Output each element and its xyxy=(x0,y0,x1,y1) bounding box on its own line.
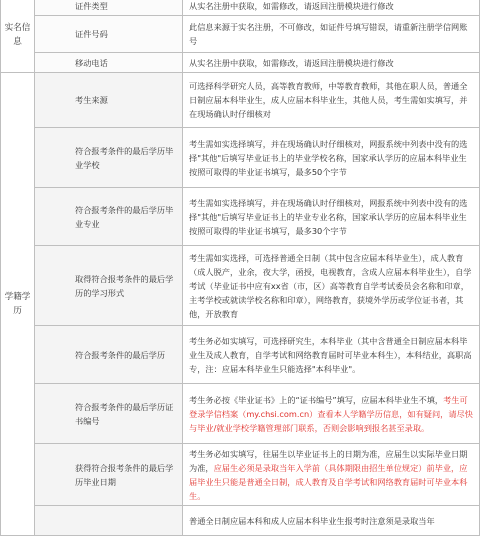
field-name-cell: 移动电话 xyxy=(35,53,183,73)
field-name-cell: 符合报考条件的最后学历证书编号 xyxy=(35,384,183,444)
field-name-cell: 获得符合报考条件的最后学历毕业日期 xyxy=(35,444,183,506)
table-row xyxy=(1,384,480,444)
warning-text: 考生可登录学信档案（my.chsi.com.cn）查看本人学籍学历信息，如有疑问，请尽快与毕业/就业学校学籍管理部门联系，否则会影响到报名甚至录取。 xyxy=(189,394,473,433)
table-row xyxy=(1,188,480,246)
field-name-cell: 取得符合报考条件的最后学历的学习形式 xyxy=(35,246,183,326)
field-name-cell: 符合报考条件的最后学历 xyxy=(35,326,183,384)
table-row xyxy=(1,16,480,53)
category-cell: 实名信息 xyxy=(1,0,35,73)
warning-text: 应届生必须是录取当年入学前（具体期限由招生单位规定）前毕业，应届毕业生只能是普通全日制，成人教育及自学考试和网络教育届时可毕业本科生。 xyxy=(189,462,468,501)
field-description-cell xyxy=(183,384,480,444)
field-name-cell: 符合报考条件的最后学历毕业专业 xyxy=(35,188,183,246)
field-description-cell: 考生需如实选择，可选择普通全日制（其中包含应届本科毕业生），成人教育（成人脱产，业余，夜大学，函授，电视教育，含成人应届本科毕业生），自学考试（毕业证书中应有xx省（市，区）高等教育自学考试委员会名称和印章，主考学校或就读学校名称和印章），网络教育，获境外学历或学位证书者，其他，开放教育 xyxy=(183,246,480,326)
table-row xyxy=(1,0,480,16)
table-row xyxy=(1,128,480,188)
field-description-cell: 从实名注册中获取，如需修改，请返回注册模块进行修改 xyxy=(183,0,480,16)
field-description-cell: 考生务必如实填写，可选择研究生，本科毕业（其中含普通全日制应届本科毕业生及成人教育，自学考试和网络教育届时可毕业本科生），本科结业，高职高专，注：应届本科毕业生只能选择"本科毕业"。 xyxy=(183,326,480,384)
field-description-cell: 从实名注册中获取，如需修改，请返回注册模块进行修改 xyxy=(183,53,480,73)
table-row xyxy=(1,326,480,384)
description-text: 考生务必如实填写，往届生以毕业证书上的日期为准，应届生以实际毕业日期为准， xyxy=(189,448,468,473)
category-cell: 学籍学历 xyxy=(1,73,35,536)
field-description-cell: 考生需如实选择填写，并在现场确认时仔细核对，网报系统中列表中没有的选择"其他"后填写毕业证书上的毕业专业名称，国家承认学历的应届本科毕业生按照可取得的毕业证书填写，最多30个字节 xyxy=(183,188,480,246)
table-row xyxy=(1,246,480,326)
field-name-cell xyxy=(35,506,183,536)
table-row xyxy=(1,53,480,73)
table-row xyxy=(1,73,480,128)
field-name-cell: 考生来源 xyxy=(35,73,183,128)
field-name-cell: 证件号码 xyxy=(35,16,183,53)
field-description-cell: 普通全日制应届本科和成人应届本科毕业生报考时注意须是录取当年 xyxy=(183,506,480,536)
field-description-cell: 此信息来源于实名注册，不可修改，如证件号填写错误，请重新注册学信网账号 xyxy=(183,16,480,53)
field-description-cell: 考生需如实选择填写，并在现场确认时仔细核对，网报系统中列表中没有的选择"其他"后填写毕业证书上的毕业学校名称，国家承认学历的应届本科毕业生按照可取得的毕业证书填写，最多50个字节 xyxy=(183,128,480,188)
field-name-cell: 符合报考条件的最后学历毕业学校 xyxy=(35,128,183,188)
table-row xyxy=(1,506,480,536)
field-description-cell: 可选择科学研究人员，高等教育教师，中等教育教师，其他在职人员，普通全日制应届本科毕业生，成人应届本科毕业生，其他人员，考生需如实填写，并在现场确认时仔细核对 xyxy=(183,73,480,128)
description-text: 考生务必按《毕业证书》上的“证书编号”填写，应届本科毕业生不填， xyxy=(189,394,444,405)
field-description-cell xyxy=(183,444,480,506)
table-row xyxy=(1,444,480,506)
field-name-cell: 证件类型 xyxy=(35,0,183,16)
